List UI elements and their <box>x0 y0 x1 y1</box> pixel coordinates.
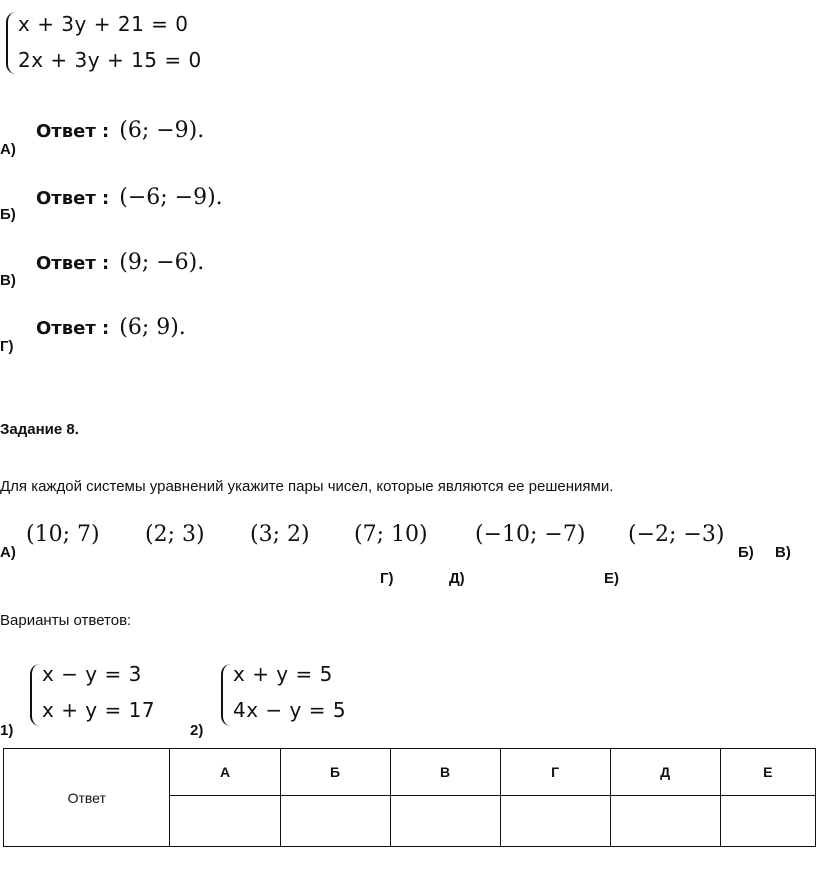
pair-label-g: Г) <box>380 570 394 587</box>
option-label-a: А) <box>0 141 16 158</box>
option-answer-a <box>36 118 204 143</box>
pair-value: (−10; −7) <box>475 522 586 547</box>
option-label-b: Б) <box>0 206 16 223</box>
header-g: Г <box>500 749 610 796</box>
pair-label-b: Б) <box>738 544 754 561</box>
variant-label-1: 1) <box>0 722 14 739</box>
variant-label-2: 2) <box>190 722 204 739</box>
variant-1-line-1: x − y = 3 <box>42 662 142 686</box>
pair-value: (7; 10) <box>354 522 428 547</box>
answer-word: Ответ : <box>36 253 110 274</box>
answer-cell-a[interactable] <box>170 796 280 847</box>
answer-value: (6; −9). <box>119 118 205 143</box>
pair-label-v: В) <box>775 544 791 561</box>
system-brace <box>6 12 16 74</box>
pair-label-e: Е) <box>604 570 619 587</box>
answer-word: Ответ : <box>36 318 110 339</box>
header-v: В <box>390 749 500 796</box>
pair-label-d: Д) <box>449 570 465 587</box>
answer-value: (9; −6). <box>119 250 205 275</box>
answer-cell-e[interactable] <box>720 796 815 847</box>
header-d: Д <box>610 749 720 796</box>
header-b: Б <box>280 749 390 796</box>
pair-value: (3; 2) <box>250 522 310 547</box>
answer-word: Ответ : <box>36 121 110 142</box>
pair-value: (2; 3) <box>145 522 205 547</box>
variant-2-line-2: 4x − y = 5 <box>233 698 347 722</box>
answer-table <box>3 748 816 847</box>
answer-cell-b[interactable] <box>280 796 390 847</box>
task-title: Задание 8. <box>0 421 79 438</box>
option-answer-g <box>36 315 186 340</box>
variant-1-brace <box>30 664 40 726</box>
answer-value: (6; 9). <box>119 315 186 340</box>
pair-label-a: А) <box>0 544 16 561</box>
answer-cell-v[interactable] <box>390 796 500 847</box>
variant-1-line-2: x + y = 17 <box>42 698 156 722</box>
variants-title: Варианты ответов: <box>0 612 132 629</box>
header-e: Е <box>720 749 815 796</box>
equation-line-2: 2x + 3y + 15 = 0 <box>18 48 202 72</box>
answer-cell-g[interactable] <box>500 796 610 847</box>
answer-cell-d[interactable] <box>610 796 720 847</box>
pair-value: (−2; −3) <box>628 522 725 547</box>
task-instruction: Для каждой системы уравнений укажите пары чисел, которые являются ее решениями. <box>0 478 614 495</box>
pair-value: (10; 7) <box>26 522 100 547</box>
option-answer-v <box>36 250 204 275</box>
option-answer-b <box>36 185 223 210</box>
option-label-g: Г) <box>0 338 14 355</box>
answer-word: Ответ : <box>36 188 110 209</box>
option-label-v: В) <box>0 272 16 289</box>
equation-line-1: x + 3y + 21 = 0 <box>18 12 189 36</box>
answer-row-label: Ответ <box>4 749 170 847</box>
variant-2-brace <box>221 664 231 726</box>
answer-value: (−6; −9). <box>119 185 223 210</box>
variant-2-line-1: x + y = 5 <box>233 662 333 686</box>
header-a: А <box>170 749 280 796</box>
